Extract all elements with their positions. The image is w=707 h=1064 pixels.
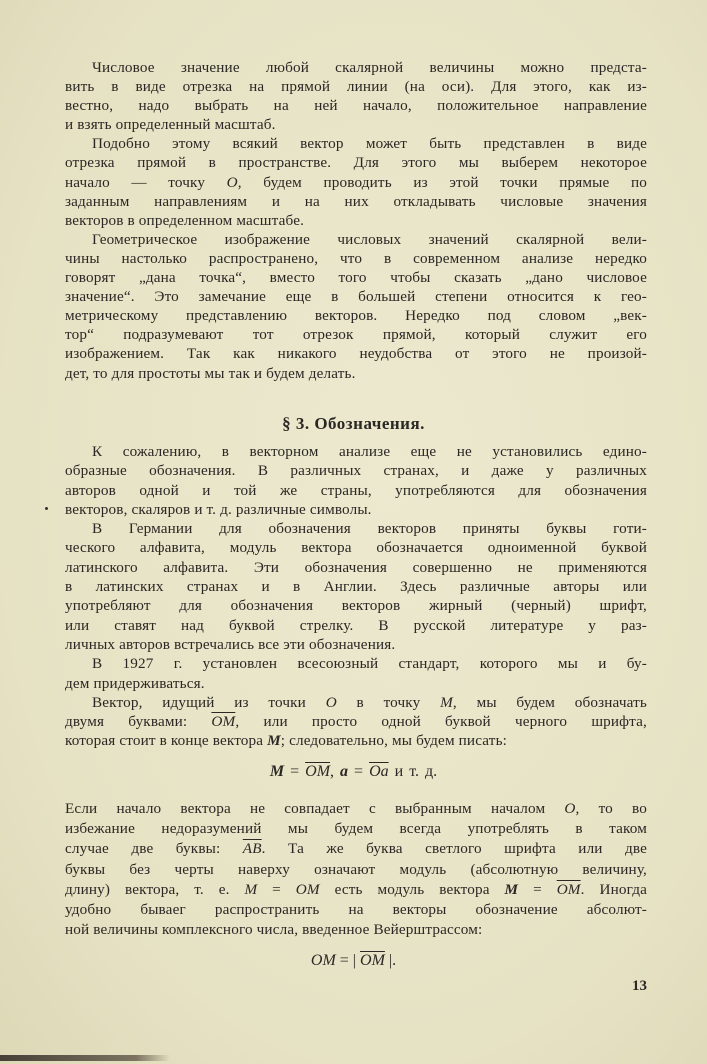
math-symbol: M [269, 763, 285, 780]
text-line: в латинских странах и в Англии. Здесь различные авторы или [65, 578, 647, 596]
paragraph [65, 442, 647, 519]
math-symbol: OM [295, 880, 320, 898]
text-line: буквы без черты наверху означают модуль (абсолютную величину, [65, 860, 647, 878]
text-run: Если начало вектора не совпадает с выбранным началом [65, 800, 565, 817]
text-run: двумя буквами: [65, 713, 212, 731]
text-run: длину) вектора, т. е. [65, 880, 245, 898]
text-line: личных авторов встречались все эти обозначения. [65, 635, 396, 653]
scan-speck [45, 507, 48, 510]
formula-absolute-value [0, 952, 707, 970]
page-number: 13 [632, 978, 647, 994]
text-line: авторов одной и той же страны, употребляются для обозначения [65, 481, 647, 499]
scan-edge-shadow [0, 1055, 170, 1061]
text-run: Вектор, идущий из точки [92, 693, 326, 711]
paragraph [65, 693, 647, 751]
text-run: = [284, 763, 306, 780]
text-run: = [348, 763, 370, 780]
text-line: В 1927 г. установлен всесоюзный стандарт, которого мы и бу- [92, 655, 647, 673]
text-run: = [518, 880, 557, 898]
text-line [65, 839, 647, 859]
text-line: латинского алфавита. Эти обозначения совершенно не применяются [65, 558, 647, 576]
text-line: дем придерживаться. [65, 674, 205, 692]
text-line: ной величины комплексного числа, введенное Вейерштрассом: [65, 921, 483, 939]
text-line [65, 712, 647, 731]
math-symbol: $\overline{OM}$ [211, 713, 236, 731]
text-line: удобно бываег распространить на векторы обозначение абсолют- [65, 901, 647, 919]
text-run: . Та же буква светлого шрифта или две [261, 840, 648, 858]
math-symbol: $\overline{Oa}$ [369, 763, 389, 780]
paragraph [65, 654, 647, 693]
text-run: , [330, 763, 341, 780]
text-line: дет, то для простоты мы так и будем делать. [65, 364, 356, 382]
text-section-1 [65, 58, 647, 383]
section-heading: § 3. Обозначения. [282, 414, 425, 433]
text-run: ; следовательно, мы будем писать: [280, 732, 508, 750]
text-line: говорят „дана точка“, вместо того чтобы сказать „дано числовое [65, 269, 647, 287]
text-line: образные обозначения. В различных странах, и даже у различных [65, 462, 647, 480]
text-line: тор“ подразумевают тот отрезок прямой, который служит его [65, 326, 647, 344]
text-line [65, 731, 647, 750]
text-line: употребляют для обозначения векторов жирный (черный) шрифт, [65, 597, 647, 615]
text-run: . Иногда [580, 880, 647, 898]
text-line: метрическому представлению векторов. Нередко под словом „век- [65, 307, 647, 325]
text-section-2 [65, 442, 647, 751]
text-line: и взять определенный масштаб. [65, 116, 276, 134]
text-line [65, 693, 647, 712]
paragraph [65, 134, 647, 229]
text-run: , то во [575, 800, 648, 817]
text-run: случае две буквы: [65, 840, 243, 858]
math-symbol: M [244, 880, 258, 898]
text-line [65, 799, 647, 819]
text-line: вить в виде отрезка на прямой линии (на оси). Для этого, как из- [65, 78, 647, 96]
text-line: вестно, надо выбрать на ней начало, положительное направление [65, 97, 647, 115]
math-symbol: O [564, 800, 576, 817]
math-symbol: O [226, 173, 238, 191]
text-line [65, 173, 647, 192]
text-line: Геометрическое изображение числовых значений скалярной вели- [92, 230, 647, 248]
text-line: заданным направлениям и на них откладывать числовые значения [65, 192, 647, 210]
text-line [65, 880, 647, 900]
formula-vector-notation [0, 763, 707, 781]
text-line: векторов в определенном масштабе. [65, 211, 305, 229]
text-line: избежание недоразумений мы будем всегда употреблять в таком [65, 820, 647, 838]
paragraph [65, 58, 647, 134]
text-line: В Германии для обозначения векторов приняты буквы готи- [92, 520, 647, 538]
text-line: Числовое значение любой скалярной величины можно предста- [92, 59, 647, 76]
text-line: изображением. Так как никакого неудобства от этого не произой- [65, 345, 647, 363]
text-run: , мы будем обозначать [452, 693, 647, 711]
paragraph [65, 230, 647, 383]
text-line: значение“. Это замечание еще в большей степени относится к гео- [65, 288, 647, 306]
paragraph [65, 519, 647, 654]
text-run: = | [335, 952, 361, 969]
text-section-3 [65, 799, 647, 940]
text-run: , будем проводить из этой точки прямые по [237, 173, 647, 191]
text-run: = [257, 880, 296, 898]
text-line: ческого алфавита, модуль вектора обозначается одноименной буквой [65, 539, 647, 557]
math-symbol: M [440, 693, 453, 711]
text-run: и т. д. [388, 763, 438, 780]
math-symbol: a [340, 763, 349, 780]
text-line: векторов, скаляров и т. д. различные символы. [65, 500, 372, 518]
math-symbol: M [504, 880, 519, 898]
text-run: которая стоит в конце вектора [65, 732, 268, 750]
math-symbol: OM [310, 952, 336, 969]
text-line: или ставят над буквой стрелку. В русской литературе у раз- [65, 616, 647, 634]
text-run: |. [384, 952, 397, 969]
text-line: К сожалению, в векторном анализе еще не установились едино- [92, 443, 647, 460]
math-symbol: $\overline{OM}$ [556, 880, 581, 898]
text-run: в точку [336, 693, 441, 711]
text-run: начало — точку [65, 173, 227, 191]
text-line: отрезка прямой в пространстве. Для этого мы выберем некоторое [65, 154, 647, 172]
math-symbol: $\overline{AB}$ [242, 840, 262, 858]
text-line: Подобно этому всякий вектор может быть представлен в виде [92, 135, 647, 153]
math-symbol: $\overline{OM}$ [305, 763, 331, 780]
paragraph [65, 799, 647, 940]
text-run: , или просто одной буквой черного шрифта, [235, 713, 647, 731]
math-symbol: O [325, 693, 337, 711]
text-line: чины настолько распространено, что в современном анализе нередко [65, 249, 647, 267]
math-symbol: M [267, 732, 281, 750]
math-symbol: $\overline{OM}$ [360, 952, 385, 969]
text-run: есть модуль вектора [319, 880, 505, 898]
